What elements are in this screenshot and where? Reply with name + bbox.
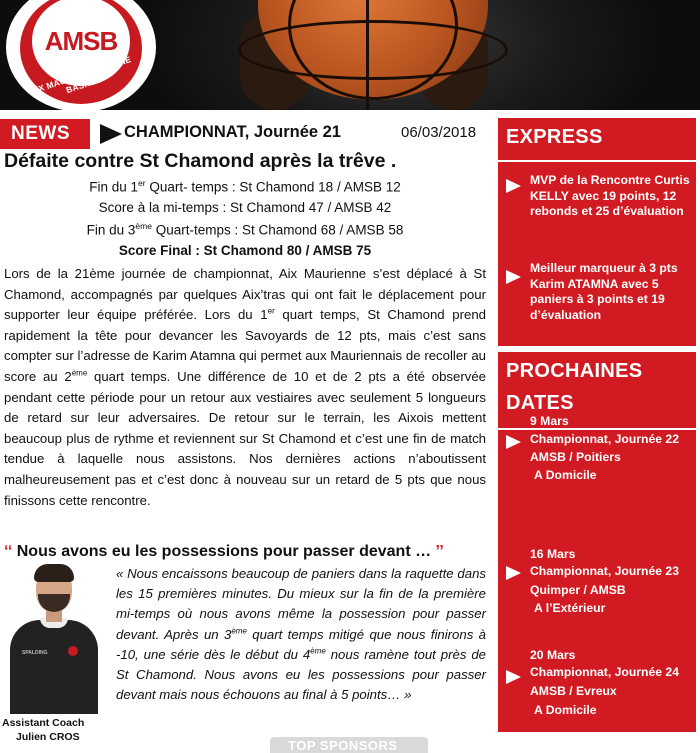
score-final: Score Final : St Chamond 80 / AMSB 75 <box>118 243 372 258</box>
upcoming-item-competition: Championnat, Journée 24 <box>530 665 679 679</box>
express-title: EXPRESS <box>506 126 603 148</box>
express-panel <box>498 118 696 346</box>
sponsors-label[interactable]: TOP SPONSORS <box>288 738 398 753</box>
upcoming-title-line2: DATES <box>506 392 574 414</box>
upcoming-title-line1: PROCHAINES <box>506 360 643 382</box>
upcoming-divider <box>498 428 696 430</box>
upcoming-item-date: 9 Mars <box>530 414 569 428</box>
club-logo-name: AMSB <box>44 25 118 56</box>
express-item-mvp: MVP de la Rencontre Curtis KELLY avec 19 points, 12 rebonds et 25 d’évaluation <box>530 173 690 219</box>
score-q1: Fin du 1er Quart- temps : St Chamond 18 / AMSB 12 <box>89 178 401 195</box>
article-body: Lors de la 21ème journée de championnat, Aix Maurienne s’est déplacé à St Chamond, accompagnés par quelques Aix’tras qui ont fait le déplacement pour supporter leur équipe préférée. Lors du 1er quart temps, St Chamond prend rapidement la tête pour devancer les Savoyards de 12 pts, mais c’est sans compter sur l’adresse de Karim Atamna qui permet aux Mauriennais de recoller au score au 2ème quart temps. Une différence de 10 et de 2 pts a été observée pendant cette période pour un retour aux vestiaires avec seulement 5 longueurs de retard sur leur adversaires. De retour sur le terrain, les Aixois mettent beaucoup plus de rythme et reviennent sur St Chamond et c’est une fin de match tendue à laquelle nous assistons. Nos dernières actions n’aboutissent malheureusement pas et c’est donc à nouveau sur un retard de 5 pts que nous finissons cette rencontre. <box>4 266 486 508</box>
arrow-right-icon <box>506 670 521 684</box>
coach-name: Julien CROS <box>16 731 80 743</box>
coach-photo: SPALDING <box>2 560 106 714</box>
arrow-right-icon <box>506 270 521 284</box>
quote-open-mark: ‘‘ <box>4 543 13 560</box>
news-section-title: CHAMPIONNAT, Journée 21 <box>124 123 341 141</box>
arrow-right-icon <box>506 435 521 449</box>
upcoming-item-match: AMSB / Evreux <box>530 684 617 698</box>
upcoming-item-competition: Championnat, Journée 23 <box>530 564 679 578</box>
arrow-right-icon <box>100 124 122 144</box>
upcoming-item-match: Quimper / AMSB <box>530 583 626 597</box>
upcoming-panel <box>498 352 696 732</box>
quote-body: « Nous encaissons beaucoup de paniers dans la raquette dans les 15 premières minutes. Du mieux sur la fin de la première mi-temps où nous avons même la possession pour passer devant. Après un 3ème quart temps mitigé que nous finirons à -10, une série dès le début du 4ème nous ramène tout près de St Chamond. Nous avons eu les possessions pour passer devant mais nous échouons au final à 5 points… » <box>116 566 486 703</box>
upcoming-item-venue: A l’Extérieur <box>534 601 606 615</box>
arrow-right-icon <box>506 566 521 580</box>
upcoming-item-date: 16 Mars <box>530 547 576 561</box>
express-divider <box>498 160 696 162</box>
upcoming-item-date: 20 Mars <box>530 648 576 662</box>
news-tag: NEWS <box>0 119 90 149</box>
arrow-right-icon <box>506 179 521 193</box>
upcoming-item-venue: A Domicile <box>534 468 597 482</box>
article-title: Défaite contre St Chamond après la trêve . <box>4 150 397 172</box>
express-item-top-scorer: Meilleur marqueur à 3 pts Karim ATAMNA avec 5 paniers à 3 points et 19 d’évaluation <box>530 261 678 322</box>
news-date: 06/03/2018 <box>401 124 477 141</box>
score-half: Score à la mi-temps : St Chamond 47 / AMSB 42 <box>98 200 392 215</box>
upcoming-item-venue: A Domicile <box>534 703 597 717</box>
coach-role: Assistant Coach <box>2 717 85 729</box>
quote-close-mark: ’’ <box>435 543 444 560</box>
upcoming-item-competition: Championnat, Journée 22 <box>530 432 679 446</box>
upcoming-item-match: AMSB / Poitiers <box>530 450 621 464</box>
club-logo-subtitle: AIX MAURIENNE SAVOIE BASKET <box>28 54 133 97</box>
quote-title: ‘‘ Nous avons eu les possessions pour passer devant … ’’ <box>4 543 444 560</box>
score-q3: Fin du 3ème Quart-temps : St Chamond 68 / AMSB 58 <box>86 221 404 238</box>
